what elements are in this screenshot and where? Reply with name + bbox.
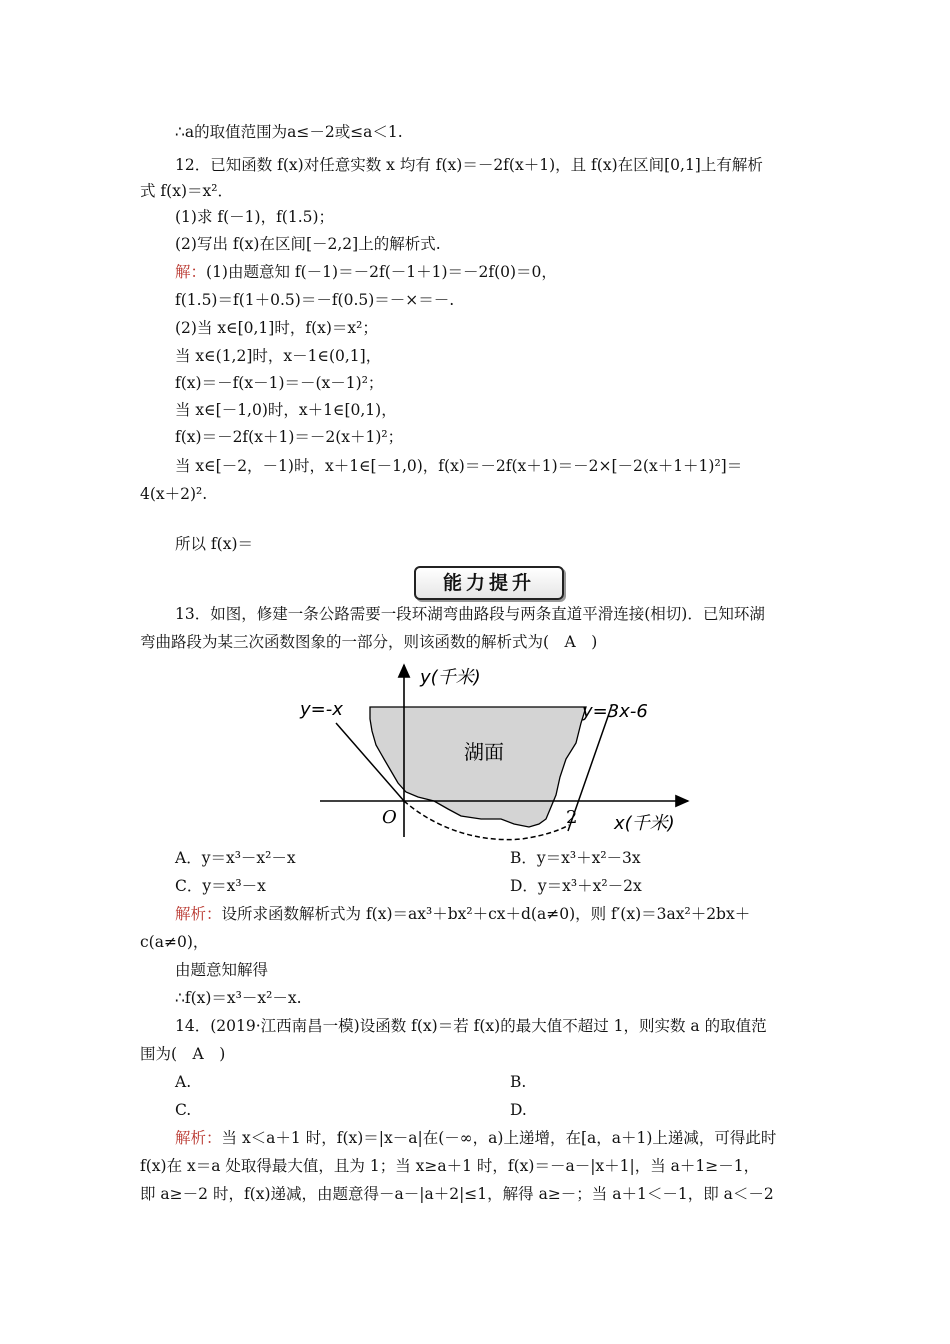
option-c: C.	[175, 1101, 192, 1119]
right-line-label: y=3x-6	[582, 701, 648, 722]
solution-line: 当 x∈[－1,0)时，x＋1∈[0,1)，	[175, 401, 397, 419]
solution-line: f(x)＝－2f(x＋1)＝－2(x＋1)²；	[175, 428, 404, 446]
lake-region	[370, 707, 586, 827]
question-12-part-1: (1)求 f(－1)，f(1.5)；	[175, 208, 335, 226]
option-b: B.	[510, 1073, 527, 1091]
question-13-line-2: 弯曲路段为某三次函数图象的一部分，则该函数的解析式为( A )	[140, 633, 598, 651]
section-title: 能力提升	[414, 566, 564, 600]
analysis-line: f(x)在 x＝a 处取得最大值，且为 1；当 x≥a＋1 时，f(x)＝－a－|x＋1|，当 a＋1≥－1，	[140, 1157, 760, 1175]
solution-text: (1)由题意知 f(－1)＝－2f(－1＋1)＝－2f(0)＝0，	[206, 263, 557, 281]
y-axis-label: y(千米)	[420, 667, 481, 688]
analysis-text: 设所求函数解析式为 f(x)＝ax³＋bx²＋cx＋d(a≠0)，则 f′(x)＝3ax²＋2bx＋	[221, 905, 751, 923]
question-12-line-2: 式 f(x)＝x²．	[140, 182, 233, 200]
left-line-label: y=-x	[300, 699, 343, 720]
analysis-label: 解析：	[175, 905, 222, 923]
analysis-line: c(a≠0)，	[140, 933, 209, 951]
analysis-line: ∴f(x)＝x³－x²－x.	[175, 989, 302, 1007]
origin-label: O	[382, 807, 397, 828]
question-14-line-1: 14．(2019·江西南昌一模)设函数 f(x)＝若 f(x)的最大值不超过 1，则实数 a 的取值范	[175, 1017, 767, 1035]
question-12-line-1: 12．已知函数 f(x)对任意实数 x 均有 f(x)＝－2f(x＋1)，且 f(x)在区间[0,1]上有解析	[175, 156, 763, 174]
option-c: C．y＝x³－x	[175, 877, 266, 895]
question-13-line-1: 13．如图，修建一条公路需要一段环湖弯曲路段与两条直道平滑连接(相切)．已知环湖	[175, 605, 765, 623]
solution-label: 解：	[175, 263, 207, 281]
option-a: A.	[175, 1073, 192, 1091]
tick-label-2: 2	[566, 807, 578, 828]
lake-road-diagram	[296, 659, 700, 841]
lake-label: 湖面	[464, 740, 504, 764]
solution-line: f(x)＝－f(x－1)＝－(x－1)²；	[175, 374, 384, 392]
solution-line: (2)当 x∈[0,1]时，f(x)＝x²；	[175, 319, 378, 337]
analysis-line: 由题意知解得	[175, 961, 269, 979]
analysis-line	[175, 1128, 776, 1148]
option-d: D.	[510, 1101, 527, 1119]
solution-line: f(1.5)＝f(1＋0.5)＝－f(0.5)＝－×＝－.	[175, 291, 455, 309]
option-b: B．y＝x³＋x²－3x	[510, 849, 641, 867]
analysis-line	[175, 904, 750, 924]
solution-line: 所以 f(x)＝	[175, 535, 253, 553]
analysis-label: 解析：	[175, 1129, 222, 1147]
analysis-line: 即 a≥－2 时，f(x)递减，由题意得－a－|a＋2|≤1，解得 a≥－；当 a＋1＜－1，即 a＜－2	[140, 1185, 774, 1203]
question-14-line-2: 围为( A )	[140, 1045, 226, 1063]
text-line: ∴a的取值范围为a≤－2或≤a＜1.	[175, 123, 403, 141]
x-axis-label: x(千米)	[614, 813, 675, 834]
solution-line: 4(x＋2)².	[140, 485, 208, 503]
question-12-part-2: (2)写出 f(x)在区间[－2,2]上的解析式.	[175, 235, 441, 253]
solution-line: 当 x∈[－2，－1)时，x＋1∈[－1,0)，f(x)＝－2f(x＋1)＝－2×[－2(x＋1＋1)²]＝	[175, 457, 743, 475]
solution-line	[175, 262, 557, 282]
option-d: D．y＝x³＋x²－2x	[510, 877, 642, 895]
analysis-text: 当 x＜a＋1 时，f(x)＝|x－a|在(－∞，a)上递增，在[a，a＋1)上递减，可得此时	[221, 1129, 777, 1147]
option-a: A．y＝x³－x²－x	[175, 849, 296, 867]
solution-line: 当 x∈(1,2]时，x－1∈(0,1]，	[175, 347, 382, 365]
